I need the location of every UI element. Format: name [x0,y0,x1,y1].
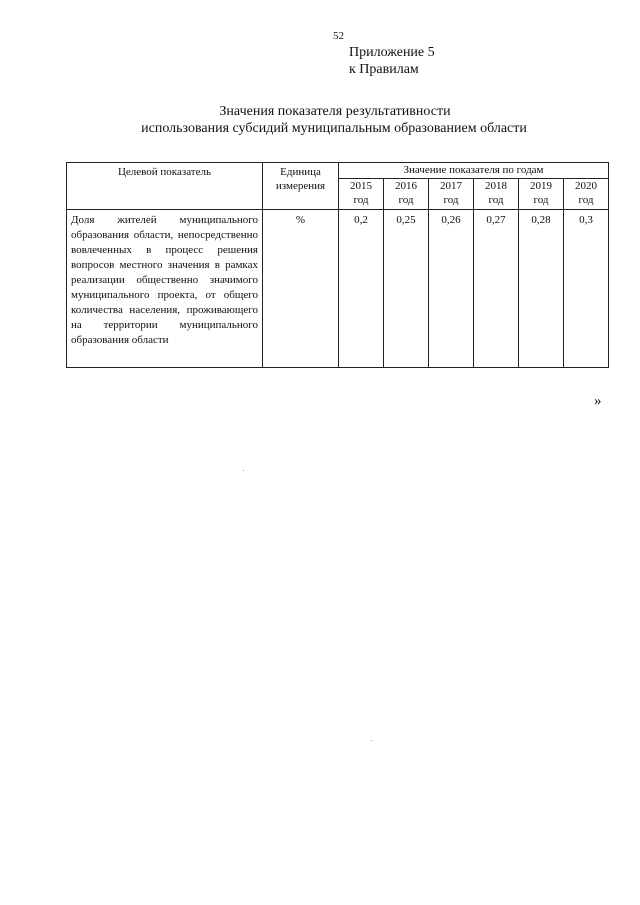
appendix-number: Приложение 5 [349,45,435,60]
header-year-value: 2018 [485,180,507,192]
header-year-value: 2017 [440,180,462,192]
header-year [429,179,474,210]
indicator-value: 0,2 [339,210,384,368]
indicator-value: 0,28 [519,210,564,368]
header-year-suffix: год [578,194,594,206]
indicator-value: 0,25 [384,210,429,368]
indicator-value: 0,26 [429,210,474,368]
header-year [519,179,564,210]
indicator-table [66,162,609,368]
table-row [67,210,609,368]
header-year [384,179,429,210]
header-year-value: 2015 [350,180,372,192]
header-year-value: 2020 [575,180,597,192]
header-year [474,179,519,210]
header-year-suffix: год [353,194,369,206]
header-year [339,179,384,210]
indicator-unit: % [263,210,339,368]
header-year-suffix: год [533,194,549,206]
header-year [564,179,609,210]
header-unit [263,163,339,210]
scan-speck [243,470,244,471]
appendix-reference: к Правилам [349,62,419,77]
header-year-suffix: год [398,194,414,206]
indicator-description: Доля жителей муниципального образования области, непосредственно вовлеченных в процесс решения вопросов местного значения в рамках реализации общественно значимого муниципального проекта, от общего количества населения, проживающего на территории муниципального образования области [67,210,263,368]
header-year-suffix: год [443,194,459,206]
header-year-value: 2016 [395,180,417,192]
header-values-group: Значение показателя по годам [339,163,609,179]
title-line-2: использования субсидий муниципальным образованием области [141,121,527,136]
header-year-suffix: год [488,194,504,206]
indicator-value: 0,3 [564,210,609,368]
table-header-row [67,163,609,179]
header-unit-line-2: измерения [275,180,326,192]
indicator-value: 0,27 [474,210,519,368]
document-title [0,103,640,137]
scan-speck [371,740,372,741]
appendix-heading [349,44,435,78]
header-unit-line-1: Единица [280,166,321,178]
page-number: 52 [333,30,344,42]
header-indicator: Целевой показатель [67,163,263,210]
header-year-value: 2019 [530,180,552,192]
closing-quote: » [594,393,602,409]
title-line-1: Значения показателя результативности [219,104,451,119]
